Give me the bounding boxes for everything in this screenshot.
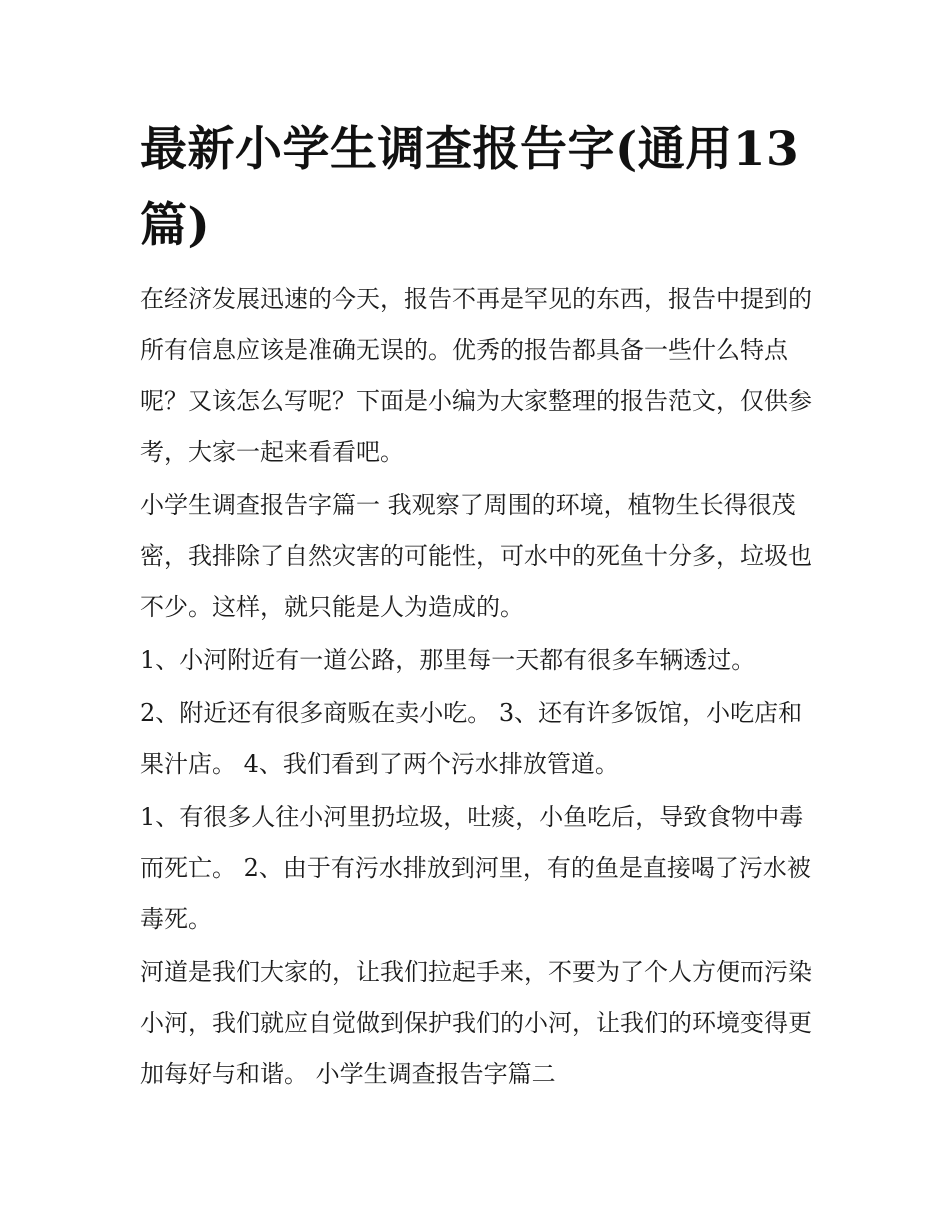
observation-items-paragraph: 2、附近还有很多商贩在卖小吃。 3、还有许多饭馆，小吃店和果汁店。 4、我们看到了两个污水排放管道。 xyxy=(140,699,803,778)
section-one-paragraph: 小学生调查报告字篇一 我观察了周围的环境，植物生长得很茂密，我排除了自然灾害的可能性，可水中的死鱼十分多，垃圾也不少。这样，就只能是人为造成的。 xyxy=(140,491,812,621)
conclusion-paragraph: 河道是我们大家的，让我们拉起手来，不要为了个人方便而污染小河，我们就应自觉做到保护我们的小河，让我们的环境变得更加每好与和谐。 小学生调查报告字篇二 xyxy=(140,958,812,1088)
document-body xyxy=(140,274,820,1102)
intro-paragraph: 在经济发展迅速的今天，报告不再是罕见的东西，报告中提到的所有信息应该是准确无误的。优秀的报告都具备一些什么特点呢？又该怎么写呢？下面是小编为大家整理的报告范文，仅供参考，大家一起来看看吧。 xyxy=(140,285,812,466)
cause-items-paragraph: 1、有很多人往小河里扔垃圾，吐痰，小鱼吃后，导致食物中毒而死亡。 2、由于有污水排放到河里，有的鱼是直接喝了污水被毒死。 xyxy=(140,803,811,933)
observation-item-paragraph: 1、小河附近有一道公路，那里每一天都有很多车辆透过。 xyxy=(140,646,756,674)
page-title: 最新小学生调查报告字(通用13篇) xyxy=(140,122,800,253)
